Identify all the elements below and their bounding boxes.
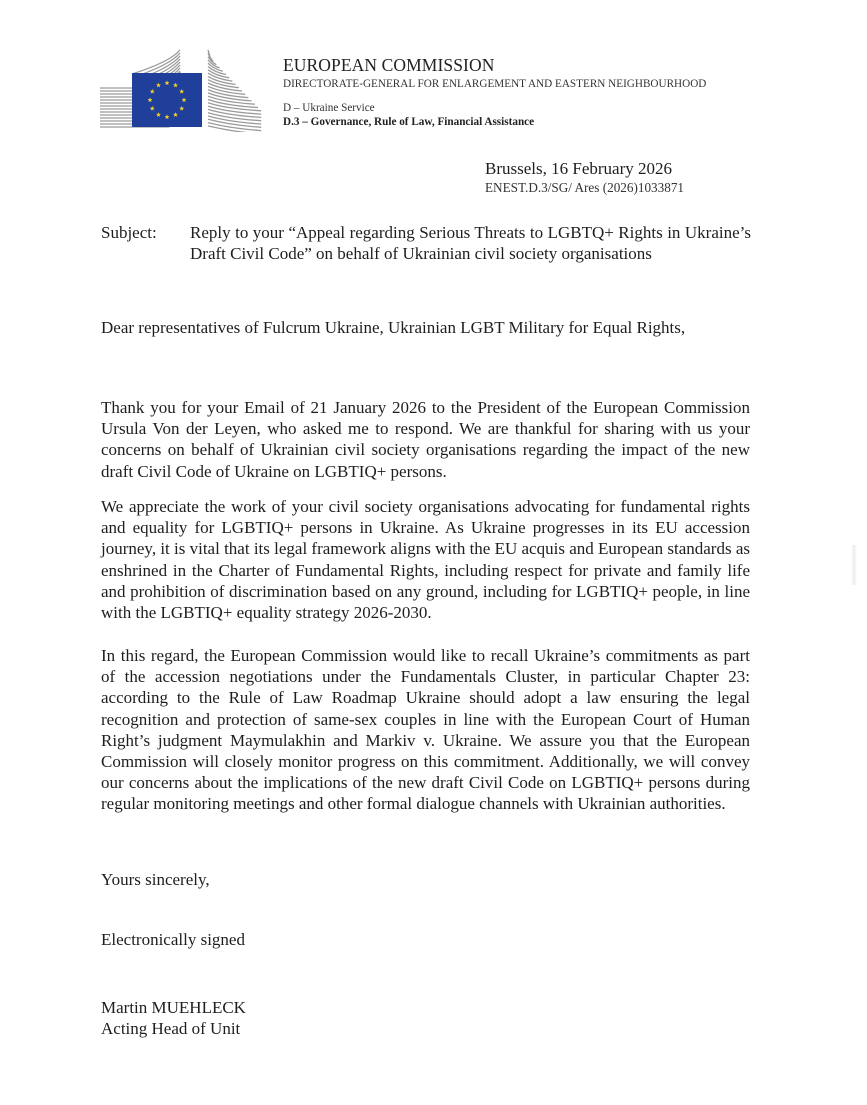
subject-text: Reply to your “Appeal regarding Serious Threats to LGBTQ+ Rights in Ukraine’s Draft Civil Code” on behalf of Ukrainian civil society organisations [190, 223, 751, 263]
subject-label: Subject: [101, 223, 157, 242]
subject-block [101, 222, 751, 264]
signature-note: Electronically signed [101, 930, 245, 949]
salutation: Dear representatives of Fulcrum Ukraine, Ukrainian LGBT Military for Equal Rights, [101, 318, 686, 337]
signatory-name: Martin MUEHLECK [101, 998, 246, 1017]
place-date: Brussels, 16 February 2026 [485, 159, 672, 178]
building-line [208, 70, 229, 78]
unit-name: D.3 – Governance, Rule of Law, Financial Assistance [283, 116, 535, 128]
date-reference-block [485, 159, 684, 196]
building-line [208, 60, 220, 68]
body-paragraph: We appreciate the work of your civil society organisations advocating for fundamental rights and equality for LGBTIQ+ persons in Ukraine. As Ukraine progresses in its EU accession journey, it is vital that its legal framework aligns with the EU acquis and European standards as enshrined in the Charter of Fundamental Rights, including respect for private and family life and prohibition of discrimination based on any ground, including for LGBTIQ+ people, in line with the LGBTIQ+ equality strategy 2026-2030. [101, 497, 750, 623]
logo-graphic [98, 48, 270, 132]
building-line [208, 67, 226, 75]
signatory-title: Acting Head of Unit [101, 1019, 241, 1038]
directorate-general: DIRECTORATE-GENERAL FOR ENLARGEMENT AND EASTERN NEIGHBOURHOOD [283, 78, 707, 90]
page-edge-shadow [851, 545, 857, 585]
organisation-name: EUROPEAN COMMISSION [283, 55, 495, 75]
reference-number: ENEST.D.3/SG/ Ares (2026)1033871 [485, 180, 685, 195]
valediction: Yours sincerely, [101, 870, 210, 889]
european-commission-logo [98, 48, 270, 132]
service-name: D – Ukraine Service [283, 102, 375, 114]
building-right-icon [208, 50, 261, 132]
body-paragraph: In this regard, the European Commission would like to recall Ukraine’s commitments as part of the accession negotiations under the Fundamentals Cluster, in particular Chapter 23: according to the Rule of Law Roadmap Ukraine should adopt a law ensuring the legal recognition and protection of same-sex couples in line with the European Court of Human Right’s judgment Maymulakhin and Markiv v. Ukraine. We assure you that the European Commission will closely monitor progress on this commitment. Additionally, we will convey our concerns about the implications of the new draft Civil Code on LGBTIQ+ persons during regular monitoring meetings and other formal dialogue channels with Ukrainian authorities. [101, 646, 750, 814]
body-paragraph: Thank you for your Email of 21 January 2026 to the President of the European Commission Ursula Von der Leyen, who asked me to respond. We are thankful for sharing with us your concerns on behalf of Ukrainian civil society organisations regarding the impact of the new draft Civil Code of Ukraine on LGBTIQ+ persons. [101, 398, 750, 481]
letterhead [283, 55, 706, 129]
